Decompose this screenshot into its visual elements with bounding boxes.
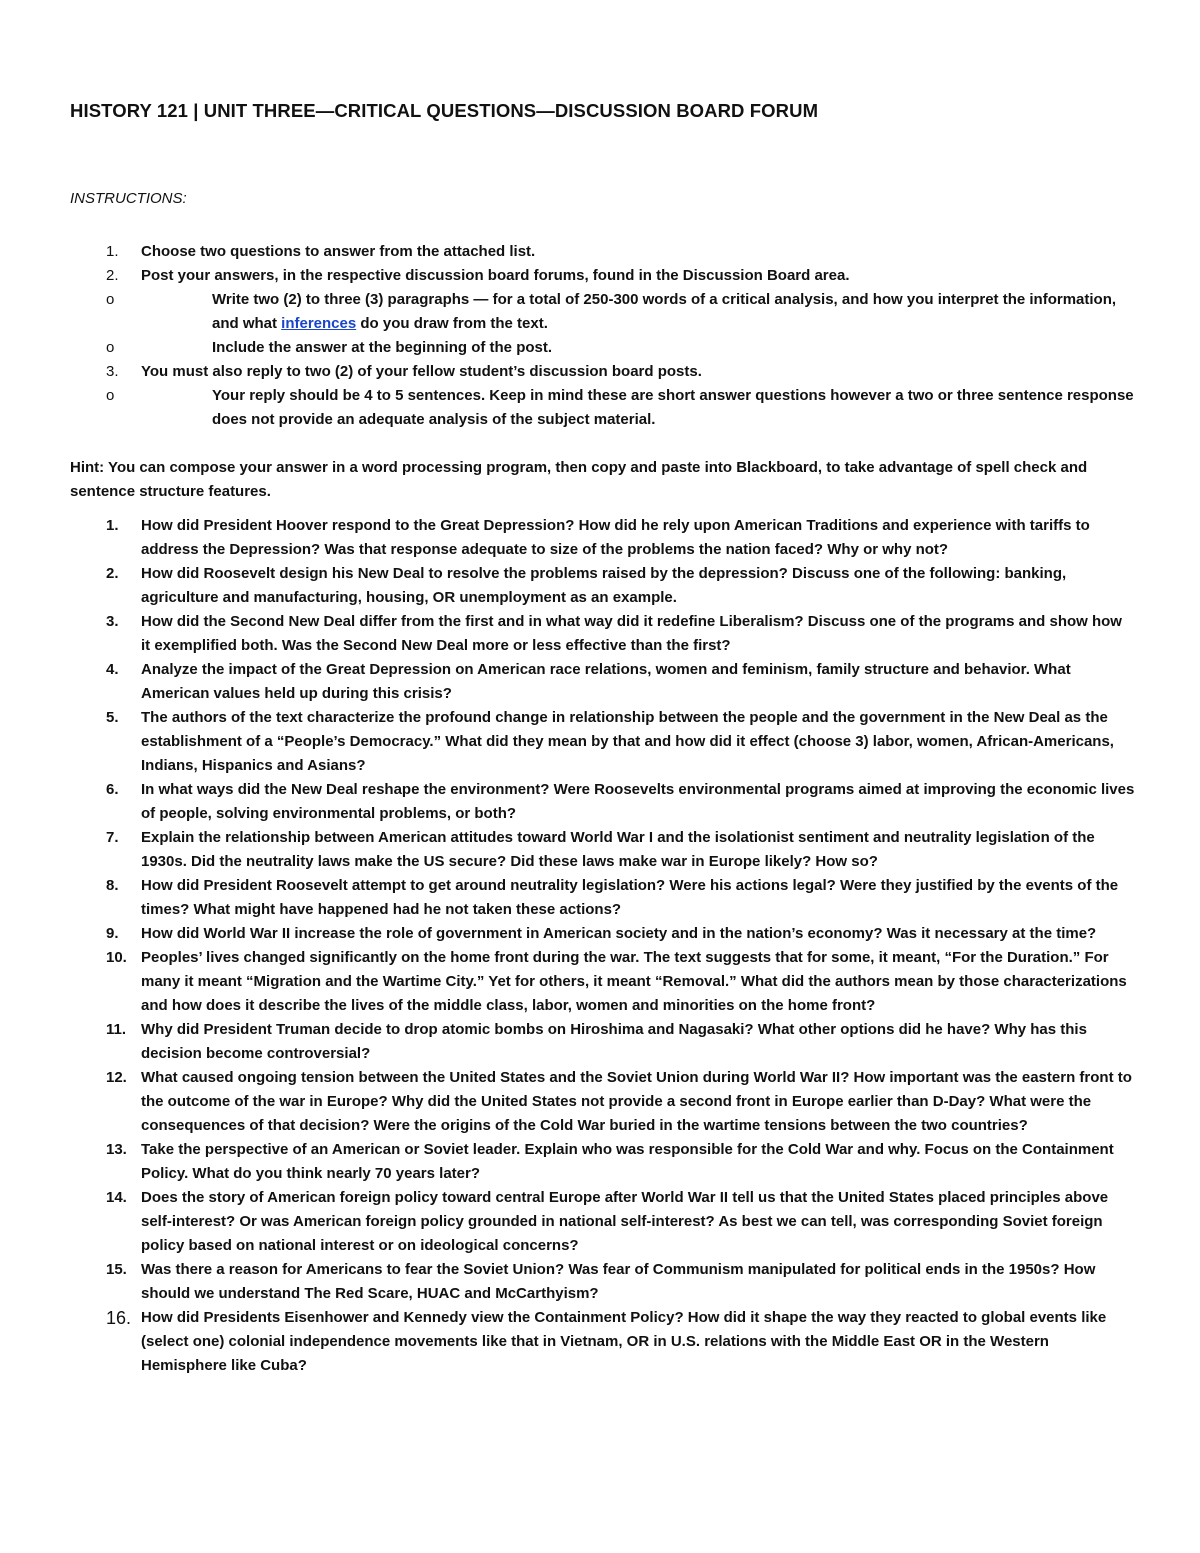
sub-item-text: Write two (2) to three (3) paragraphs — for a total of 250-300 words of a critical analysis, and how you interpret the information, and what [212, 291, 1117, 332]
document-title: HISTORY 121 | UNIT THREE—CRITICAL QUESTIONS—DISCUSSION BOARD FORUM [70, 100, 819, 121]
question-item [70, 514, 1135, 562]
question-number: 14. [106, 1189, 127, 1206]
question-number: 5. [106, 709, 119, 726]
question-item [70, 778, 1135, 826]
question-item [70, 874, 1135, 922]
sub-item-text: Include the answer at the beginning of the post. [212, 339, 553, 356]
question-text: Explain the relationship between American attitudes toward World War I and the isolationist sentiment and neutrality legislation of the 1930s. Did the neutrality laws make the US secure? Did these laws make war in Europe likely? How so? [141, 829, 1095, 870]
step-number: 1. [106, 243, 119, 260]
question-text: Was there a reason for Americans to fear the Soviet Union? Was fear of Communism manipulated for political ends in the 1950s? How should we understand The Red Scare, HUAC and McCarthyism? [141, 1261, 1096, 1302]
question-text: How did Roosevelt design his New Deal to resolve the problems raised by the depression? Discuss one of the following: banking, agriculture and manufacturing, housing, OR unemployment as an example. [141, 565, 1067, 606]
question-item [70, 1186, 1135, 1258]
question-text: Peoples’ lives changed significantly on the home front during the war. The text suggests that for some, it meant, “For the Duration.” For many it meant “Migration and the Wartime City.” Yet for others, it meant “Removal.” What did the authors mean by those characterizations and how does it describe the lives of the middle class, labor, women and minorities on the home front? [141, 949, 1127, 1014]
question-number: 9. [106, 925, 119, 942]
question-number: 11. [106, 1021, 127, 1038]
question-item [70, 706, 1135, 778]
step-number: 3. [106, 363, 119, 380]
question-text: How did the Second New Deal differ from the first and in what way did it redefine Liberalism? Discuss one of the programs and show how it exemplified both. Was the Second New Deal more or less effective than the first? [141, 613, 1122, 654]
question-number: 3. [106, 613, 119, 630]
question-item [70, 562, 1135, 610]
question-item [70, 610, 1135, 658]
step-text: Post your answers, in the respective discussion board forums, found in the Discussion Board area. [141, 267, 850, 284]
question-number: 12. [106, 1069, 127, 1086]
question-text: What caused ongoing tension between the United States and the Soviet Union during World War II? How important was the eastern front to the outcome of the war in Europe? Why did the United States not provide a second front in Europe earlier than D-Day? What were the consequences of that decision? Were the origins of the Cold War buried in the wartime tensions between the two countries? [141, 1069, 1132, 1134]
instructions-label: INSTRUCTIONS: [70, 190, 187, 207]
question-item [70, 1138, 1135, 1186]
question-number: 15. [106, 1261, 127, 1278]
question-text: The authors of the text characterize the profound change in relationship between the people and the government in the New Deal as the establishment of a “People’s Democracy.” What did they mean by that and how did it effect (choose 3) labor, women, African-Americans, Indians, Hispanics and Asians? [141, 709, 1114, 774]
question-number: 4. [106, 661, 119, 678]
bullet-marker: o [106, 291, 115, 308]
question-text: How did Presidents Eisenhower and Kennedy view the Containment Policy? How did it shape the way they reacted to global events like (select one) colonial independence movements like that in Vietnam, OR in U.S. relations with the Middle East OR in the Western Hemisphere like Cuba? [141, 1309, 1107, 1374]
question-item [70, 1066, 1135, 1138]
question-item [70, 1306, 1135, 1378]
question-number: 8. [106, 877, 119, 894]
bullet-marker: o [106, 387, 115, 404]
question-text: Why did President Truman decide to drop atomic bombs on Hiroshima and Nagasaki? What other options did he have? Why has this decision become controversial? [141, 1021, 1087, 1062]
step-sublist [70, 288, 1135, 360]
sub-item [70, 288, 1135, 336]
question-number: 1. [106, 517, 119, 534]
question-item [70, 946, 1135, 1018]
question-number: 13. [106, 1141, 127, 1158]
question-number: 16. [106, 1308, 132, 1328]
step-text: You must also reply to two (2) of your fellow student’s discussion board posts. [141, 363, 702, 380]
question-number: 2. [106, 565, 119, 582]
sub-item [70, 336, 1135, 360]
document-page [70, 100, 1135, 1378]
step-text: Choose two questions to answer from the attached list. [141, 243, 536, 260]
question-item [70, 1258, 1135, 1306]
instruction-step [70, 240, 1135, 264]
question-text: Take the perspective of an American or Soviet leader. Explain who was responsible for the Cold War and why. Focus on the Containment Policy. What do you think nearly 70 years later? [141, 1141, 1114, 1182]
instruction-step [70, 360, 1135, 432]
hint-paragraph: Hint: You can compose your answer in a word processing program, then copy and paste into Blackboard, to take advantage of spell check and sentence structure features. [70, 459, 1088, 500]
instructions-list [70, 240, 1135, 432]
inferences-link[interactable]: inferences [281, 315, 357, 332]
instruction-step [70, 264, 1135, 360]
sub-item-text: Your reply should be 4 to 5 sentences. Keep in mind these are short answer questions however a two or three sentence response does not provide an adequate analysis of the subject material. [212, 387, 1134, 428]
sub-item [70, 384, 1135, 432]
question-number: 6. [106, 781, 119, 798]
sub-item-text: do you draw from the text. [356, 315, 548, 332]
question-item [70, 826, 1135, 874]
question-number: 7. [106, 829, 119, 846]
question-number: 10. [106, 949, 127, 966]
questions-list [70, 514, 1135, 1378]
question-text: Analyze the impact of the Great Depression on American race relations, women and feminism, family structure and behavior. What American values held up during this crisis? [141, 661, 1071, 702]
question-text: Does the story of American foreign policy toward central Europe after World War II tell us that the United States placed principles above self-interest? Or was American foreign policy grounded in national self-interest? As best we can tell, was corresponding Soviet foreign policy based on national interest or on ideological concerns? [141, 1189, 1109, 1254]
step-sublist [70, 384, 1135, 432]
question-text: How did President Hoover respond to the Great Depression? How did he rely upon American Traditions and experience with tariffs to address the Depression? Was that response adequate to size of the problems the nation faced? Why or why not? [141, 517, 1090, 558]
question-item [70, 1018, 1135, 1066]
bullet-marker: o [106, 339, 115, 356]
question-text: How did World War II increase the role of government in American society and in the nation’s economy? Was it necessary at the time? [141, 925, 1097, 942]
question-item [70, 922, 1135, 946]
question-text: How did President Roosevelt attempt to get around neutrality legislation? Were his actions legal? Were they justified by the events of the times? What might have happened had he not taken these actions? [141, 877, 1119, 918]
question-text: In what ways did the New Deal reshape the environment? Were Roosevelts environmental programs aimed at improving the economic lives of people, solving environmental problems, or both? [141, 781, 1135, 822]
question-item [70, 658, 1135, 706]
step-number: 2. [106, 267, 119, 284]
